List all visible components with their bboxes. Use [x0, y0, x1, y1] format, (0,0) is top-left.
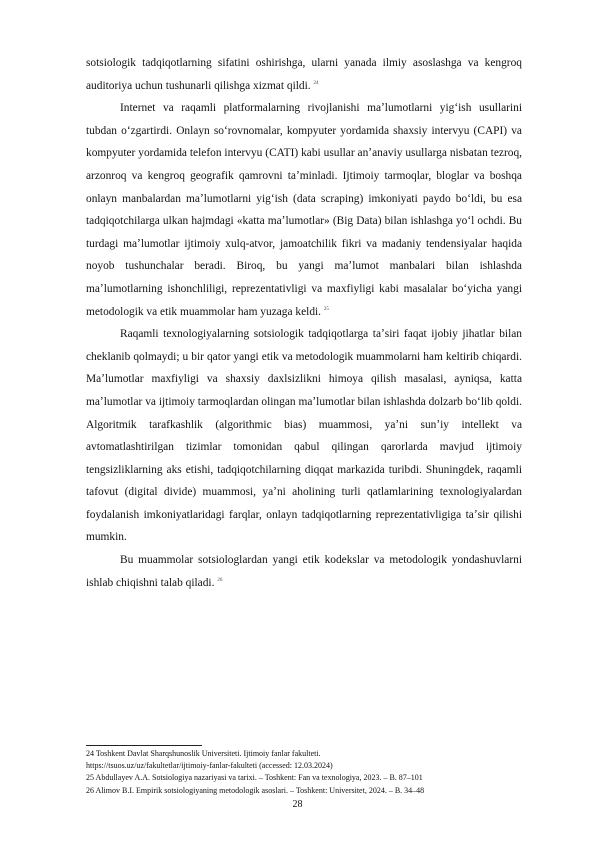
footnote-24-link[interactable]: https://tsuos.uz/uz/fakultetlar/ijtimoiy-fanlar-fakulteti (accessed: 12.03.2024)	[86, 761, 333, 771]
page-number: 28	[292, 799, 303, 810]
body-text	[86, 52, 522, 594]
paragraph-text: Internet va raqamli platformalarning rivojlanishi maʼlumotlarni yigʻish usullarini tubdan oʻzgartirdi. Onlayn soʻrovnomalar, kompyuter yordamida shaxsiy intervyu (CAPI) va kompyuter yordamida telefon intervyu (CATI) kabi usullar anʼanaviy usullarga nisbatan tezroq, arzonroq va kengroq geografik qamrovni taʼminladi. Ijtimoiy tarmoqlar, bloglar va boshqa onlayn manbalardan maʼlumotlarni yigʻish (data scraping) imkoniyati paydo boʻldi, bu esa tadqiqotchilarga ulkan hajmdagi «katta maʼlumotlar» (Big Data) bilan ishlashga yoʻl ochdi. Bu turdagi maʼlumotlar ijtimoiy xulq-atvor, jamoatchilik fikri va madaniy tendensiyalar haqida noyob tushunchalar beradi. Biroq, bu yangi maʼlumot manbalari bilan ishlashda maʼlumotlarning ishonchliligi, reprezentativligi va maxfiyligi kabi masalalar boʻyicha yangi metodologik va etik muammolar ham yuzaga keldi.	[86, 102, 522, 318]
footnote-26: 26 Alimov B.I. Empirik sotsiologiyaning metodologik asoslari. – Toshkent: Universitet, 2024. – B. 34–48	[86, 785, 425, 795]
footnote-separator	[86, 745, 202, 746]
footnote-ref-24[interactable]: 24	[313, 80, 319, 86]
paragraph-3	[86, 323, 522, 549]
footnote-25: 25 Abdullayev A.A. Sotsiologiya nazariyasi va tarixi. – Toshkent: Fan va texnologiya, 2023. – B. 87–101	[86, 773, 423, 783]
footnote-ref-25[interactable]: 25	[323, 306, 329, 312]
paragraph-text: Bu muammolar sotsiologlardan yangi etik kodekslar va metodologik yondashuvlarni ishlab chiqishni talab qiladi.	[86, 554, 522, 589]
footnotes	[86, 748, 526, 797]
paragraph-2	[86, 97, 522, 323]
paragraph-4	[86, 549, 522, 594]
footnote-ref-26[interactable]: 26	[217, 577, 223, 583]
paragraph-text: sotsiologik tadqiqotlarning sifatini oshirishga, ularni yanada ilmiy asoslashga va kengroq auditoriya uchun tushunarli qilishga xizmat qildi.	[86, 57, 522, 92]
paragraph-text: Raqamli texnologiyalarning sotsiologik tadqiqotlarga taʼsiri faqat ijobiy jihatlar bilan cheklanib qolmaydi; u bir qator yangi etik va metodologik muammolarni ham keltirib chiqardi. Maʼlumotlar maxfiyligi va shaxsiy daxlsizlikni himoya qilish masalasi, ayniqsa, katta maʼlumotlar va ijtimoiy tarmoqlardan olingan maʼlumotlar bilan ishlashda dolzarb boʻlib qoldi. Algoritmik tarafkashlik (algorithmic bias) muammosi, yaʼni sunʼiy intellekt va avtomatlashtirilgan tizimlar tomonidan qabul qilingan qarorlarda mavjud ijtimoiy tengsizliklarning aks etishi, tadqiqotchilarning diqqat markazida turibdi. Shuningdek, raqamli tafovut (digital divide) muammosi, yaʼni aholining turli qatlamlarining texnologiyalardan foydalanish imkoniyatlaridagi farqlar, onlayn tadqiqotlarning reprezentativligiga taʼsir qilishi mumkin.	[86, 328, 522, 544]
paragraph-1	[86, 52, 522, 97]
footnote-24: 24 Toshkent Davlat Sharqshunoslik Universiteti. Ijtimoiy fanlar fakulteti.	[86, 749, 321, 758]
